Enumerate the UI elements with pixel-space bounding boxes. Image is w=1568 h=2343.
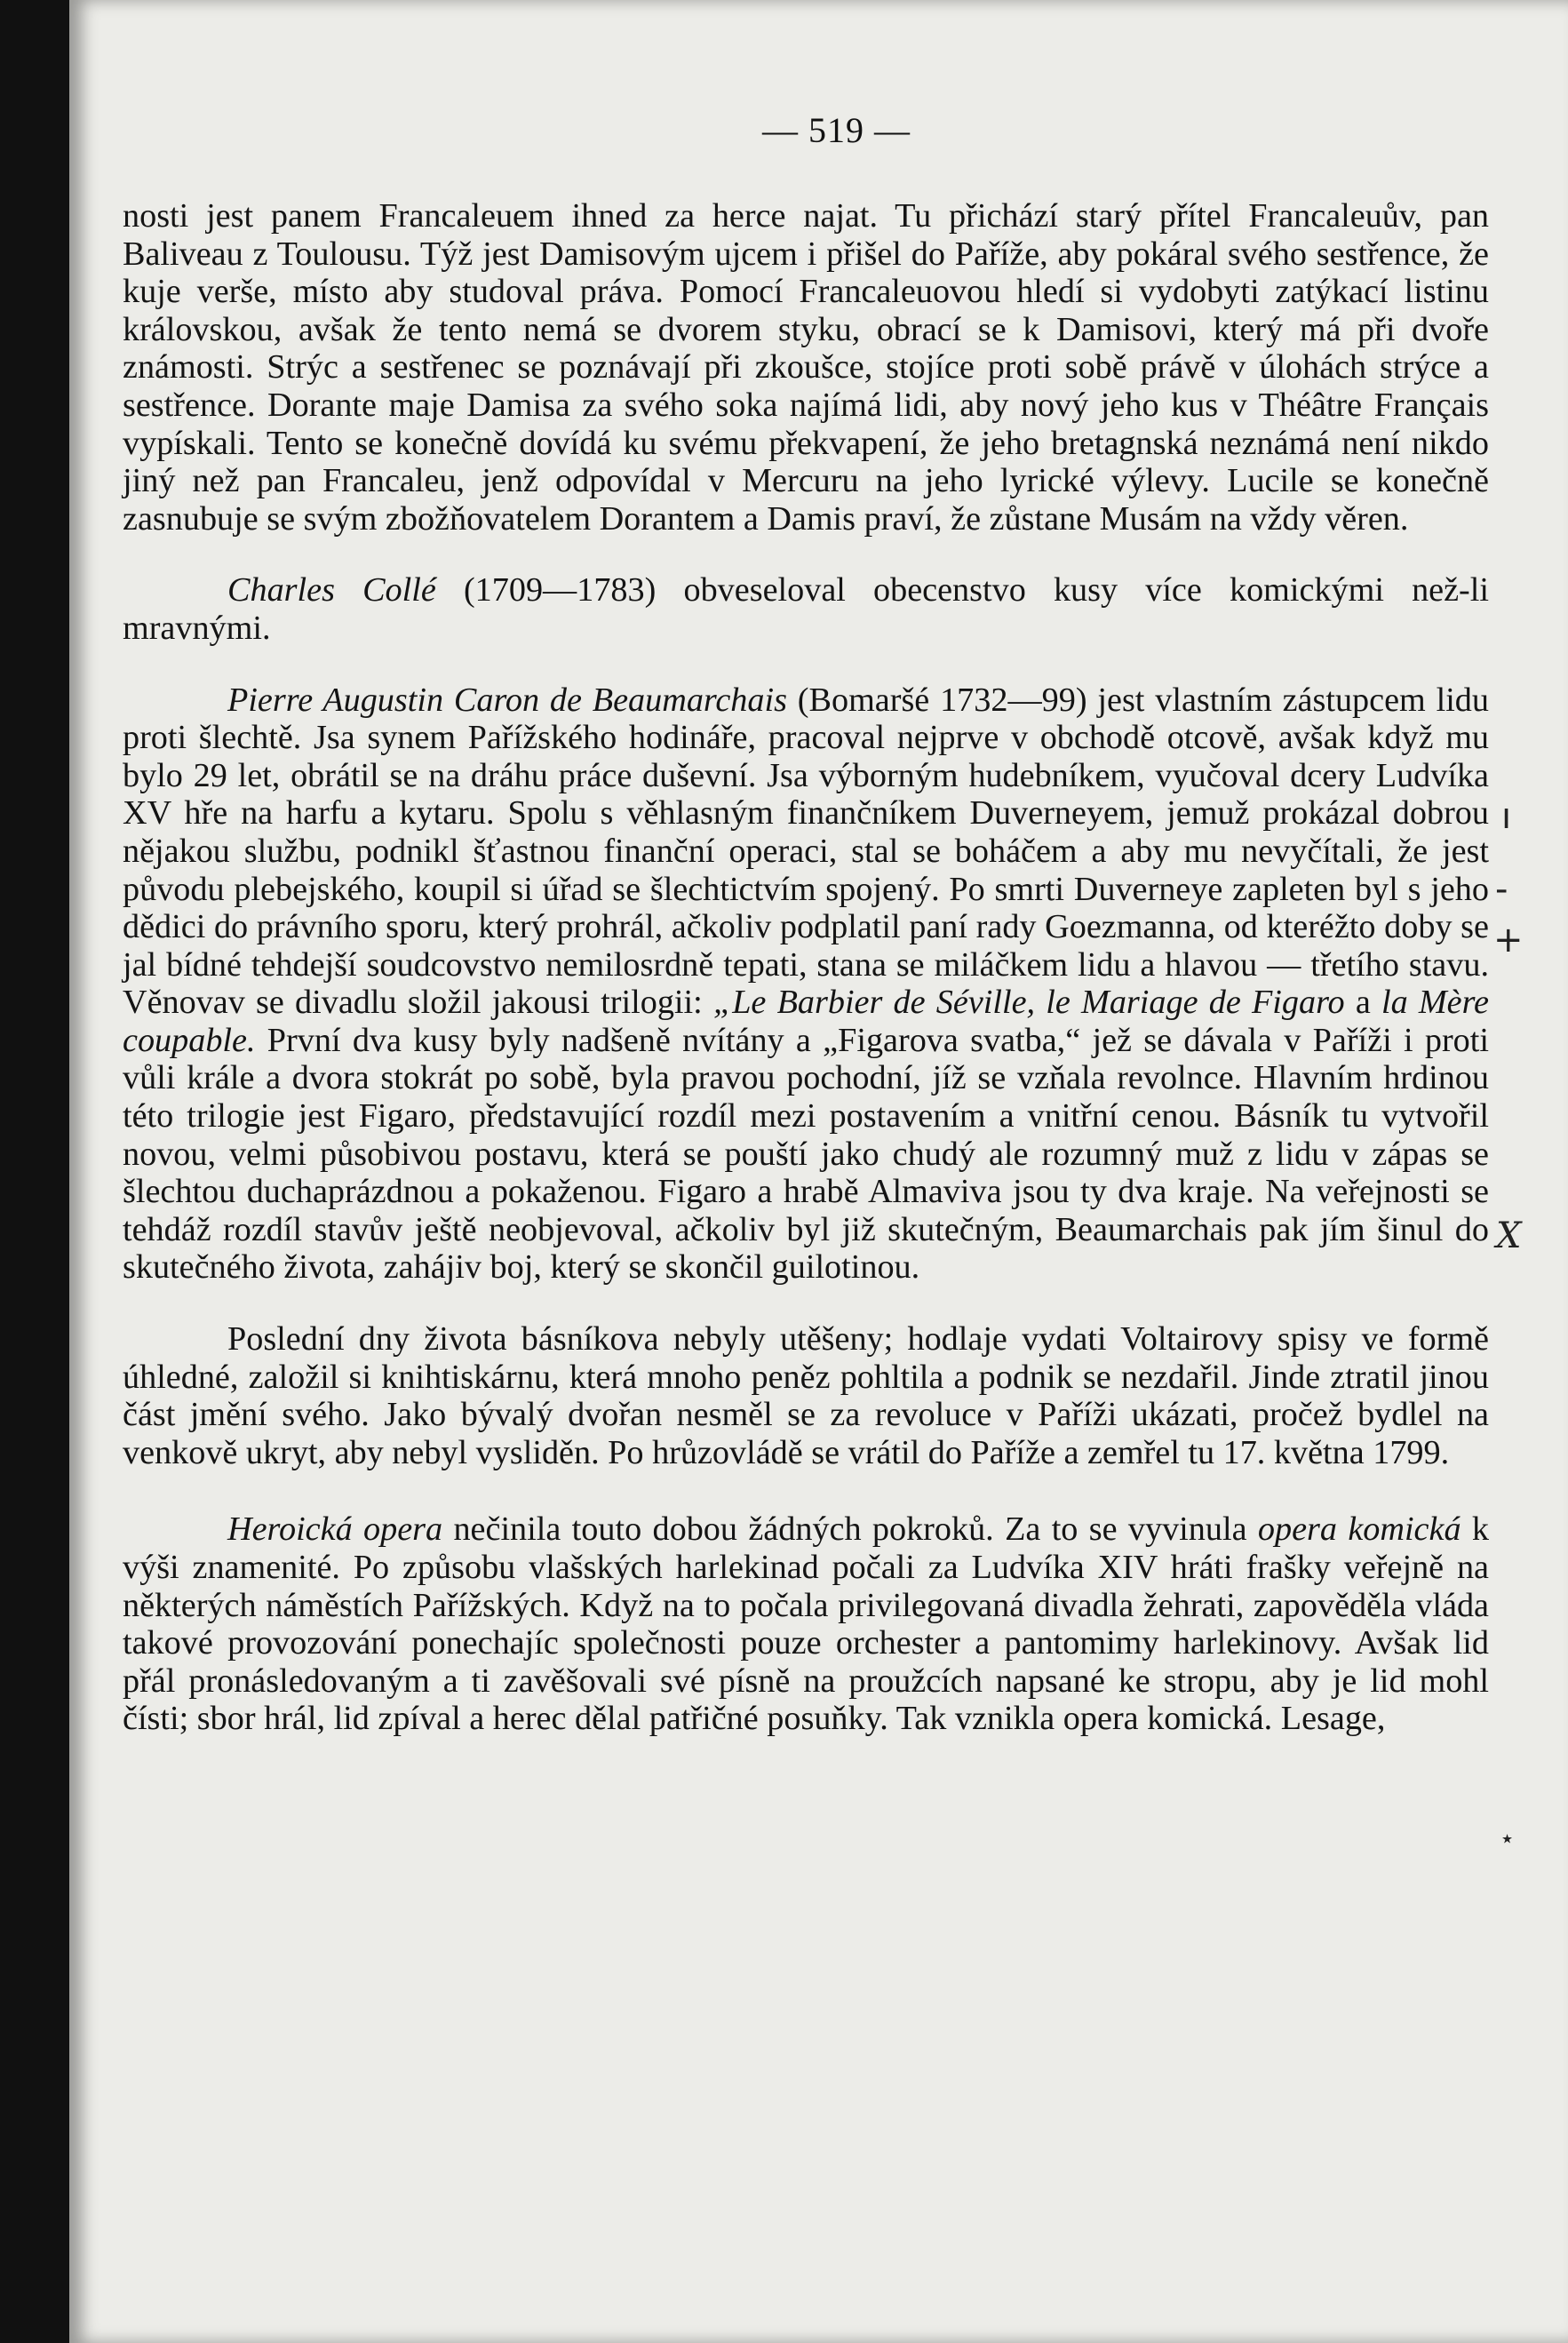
paragraph-4: Poslední dny života básníkova nebyly utěšeny; hodlaje vydati Voltairovy spisy ve formě úhledné, založil si knihtiskárnu, která mnoho peněz pohltila a podnik se nezdařil. Jinde ztratil jinou část jmění svého. Jako bývalý dvořan nesměl se za revoluce v Paříži ukázati, pročež bydlel na venkově ukryt, aby nebyl vysliděn. Po hrůzovládě se vrátil do Paříže a zemřel tu 17. května 1799. bbox=[123, 1320, 1489, 1471]
paragraph-3-text-b: a bbox=[1344, 984, 1381, 1022]
play-title-mere-coupable: la Mère coupable. bbox=[123, 984, 1489, 1059]
paragraph-3-text-a: (Bomaršé 1732—99) jest vlastním zástupcem lidu proti šlechtě. Jsa synem Pařížského hodináře, pracoval nejprve v obchodě otcově, avšak když mu bylo 29 let, obrátil se na dráhu práce duševní. Jsa výborným hudebníkem, vyučoval dcery Ludvíka XV hře na harfu a kytaru. Spolu s věhlasným finančníkem Duverneyem, jemuž prokázal dobrou nějakou službu, podnikl šťastnou finanční operaci, stal se boháčem a aby mu nevyčítali, že jest původu plebejského, koupil si úřad se šlechtictvím spojený. Po smrti Duverneye zapleten byl s jeho dědici do právního sporu, který prohrál, ačkoliv podplatil paní rady Goezmanna, od kteréžto doby se jal bídné tehdejší soudcovstvo nemilosrdně tepati, stana se miláčkem lidu a hlavou — třetího stavu. Věnovav se divadlu složil jakousi trilogii: bbox=[123, 681, 1489, 1022]
paragraph-5 bbox=[123, 1510, 1489, 1738]
page-number: — 519 — bbox=[762, 110, 911, 150]
author-name-beaumarchais: Pierre Augustin Caron de Beaumarchais bbox=[227, 681, 787, 719]
margin-mark-2: - bbox=[1495, 869, 1508, 910]
author-name-colle: Charles Collé bbox=[227, 571, 436, 610]
page-body bbox=[123, 197, 1489, 1738]
term-opera-komicka: opera komická bbox=[1257, 1510, 1461, 1549]
paragraph-3-text-c: První dva kusy byly nadšeně nvítány a „Figarova svatba,“ jež se dávala v Paříži i proti vůli krále a dvora stokrát po sobě, byla pravou pochodní, jíž se vzňala revolnce. Hlavním hrdinou této trilogie jest Figaro, představující rozdíl mezi postavením a vnitřní cenou. Básník tu vytvořil novou, velmi působivou postavu, která se pouští jako chudý ale rozumný muž z lidu v zápas se šlechtou duchaprázdnou a pokaženou. Figaro a hrabě Almaviva jsou ty dva kraje. Na veřejnosti se tehdáž rozdíl stavův ještě neobjevoval, ačkoliv byl již skutečným, Beaumarchais pak jím šinul do skutečného života, zahájiv boj, který se skončil guilotinou. bbox=[123, 1021, 1489, 1287]
book-page bbox=[69, 0, 1568, 2343]
paragraph-5-text-b: k výši znamenité. Po způsobu vlašských harlekinad počali za Ludvíka XIV hráti frašky veřejně na některých náměstích Pařížských. Když na to počala privilegovaná divadla žehrati, zapověděla vláda takové provozování ponechajíc společnosti pouze orchester a pantomimy harlekinovy. Avšak lid přál pronásledovaným a ti zavěšovali své písně na proužcích napsané ke stropu, aby je lid mohl čísti; sbor hrál, lid zpíval a herec dělal patřičné posuňky. Tak vznikla opera komická. Lesage, bbox=[123, 1510, 1490, 1738]
margin-mark-3: + bbox=[1493, 920, 1524, 960]
margin-mark-4: X bbox=[1496, 1215, 1522, 1256]
paragraph-2-text: (1709—1783) obveseloval obecenstvo kusy více komickými než-li mravnými. bbox=[123, 571, 1489, 647]
margin-mark-1: ı bbox=[1501, 796, 1512, 837]
term-heroicka-opera: Heroická opera bbox=[227, 1510, 443, 1549]
play-titles: „Le Barbier de Séville, le Mariage de Figaro bbox=[712, 984, 1345, 1022]
paragraph-5-text-a: nečinila touto dobou žádných pokroků. Za to se vyvinula bbox=[442, 1510, 1258, 1549]
paragraph-1: nosti jest panem Francaleuem ihned za herce najat. Tu přichází starý přítel Francaleuův, pan Baliveau z Toulousu. Týž jest Damisovým ujcem i přišel do Paříže, aby pokáral svého sestřence, že kuje verše, místo aby studoval práva. Pomocí Francaleuovou hledí si vydobyti zatýkací listinu královskou, avšak že tento nemá se dvorem styku, obrací se k Damisovi, který má při dvoře známosti. Strýc a sestřenec se poznávají při zkoušce, stojíce proti sobě právě v úlohách strýce a sestřence. Dorante maje Damisa za svého soka najímá lidi, aby nový jeho kus v Théâtre Français vypískali. Tento se konečně dovídá ku svému překvapení, že jeho bretagnská neznámá není nikdo jiný než pan Francaleu, jenž odpovídal v Mercuru na jeho lyrické výlevy. Lucile se konečně zasnubuje se svým zbožňovatelem Dorantem a Damis praví, že zůstane Musám na vždy věren. bbox=[123, 197, 1489, 538]
margin-mark-5: ٭ bbox=[1501, 1826, 1514, 1851]
paragraph-3 bbox=[123, 681, 1489, 1287]
scan-binding-edge bbox=[0, 0, 69, 2343]
paragraph-2 bbox=[123, 571, 1489, 647]
